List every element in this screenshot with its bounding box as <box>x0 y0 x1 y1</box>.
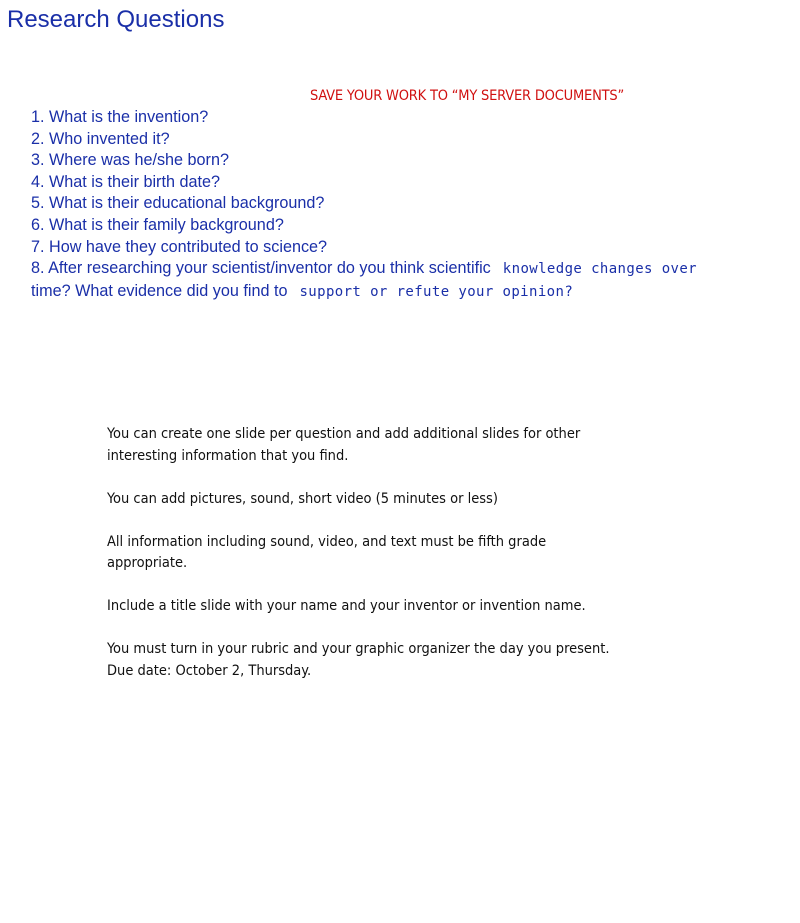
question-7: 7. How have they contributed to science? <box>31 237 328 256</box>
instruction-3: All information including sound, video, and text must be fifth grade appropriate. <box>107 533 547 571</box>
question-8-continued <box>31 281 791 304</box>
question-2: 2. Who invented it? <box>31 129 170 148</box>
question-8-line1-end: knowledge changes over <box>502 261 698 278</box>
question-5: 5. What is their educational background? <box>31 194 325 213</box>
page-title: Research Questions <box>7 6 225 33</box>
instruction-2: You can add pictures, sound, short video (5 minutes or less) <box>107 490 498 507</box>
question-1: 1. What is the invention? <box>31 108 209 126</box>
instruction-4: Include a title slide with your name and your inventor or invention name. <box>107 598 586 614</box>
question-8-line2-end: ? <box>564 283 574 300</box>
question-8-line2-start: time? What evidence did you find to <box>31 281 288 300</box>
save-notice: SAVE YOUR WORK TO “MY SERVER DOCUMENTS” <box>310 88 625 104</box>
question-8-line2-mid: support or refute your opinion <box>299 283 565 300</box>
question-4: 4. What is their birth date? <box>31 172 220 191</box>
question-6: 6. What is their family background? <box>31 215 284 234</box>
question-list <box>31 107 791 303</box>
question-8-line1-start: 8. After researching your scientist/inventor do you think scientific <box>31 259 491 278</box>
question-3: 3. Where was he/she born? <box>31 151 229 170</box>
question-8 <box>31 258 791 281</box>
instruction-1: You can create one slide per question and add additional slides for other interesting information that you find. <box>107 426 581 464</box>
instructions-block <box>107 424 627 704</box>
instruction-5: You must turn in your rubric and your graphic organizer the day you present. Due date: October 2, Thursday. <box>107 641 610 679</box>
